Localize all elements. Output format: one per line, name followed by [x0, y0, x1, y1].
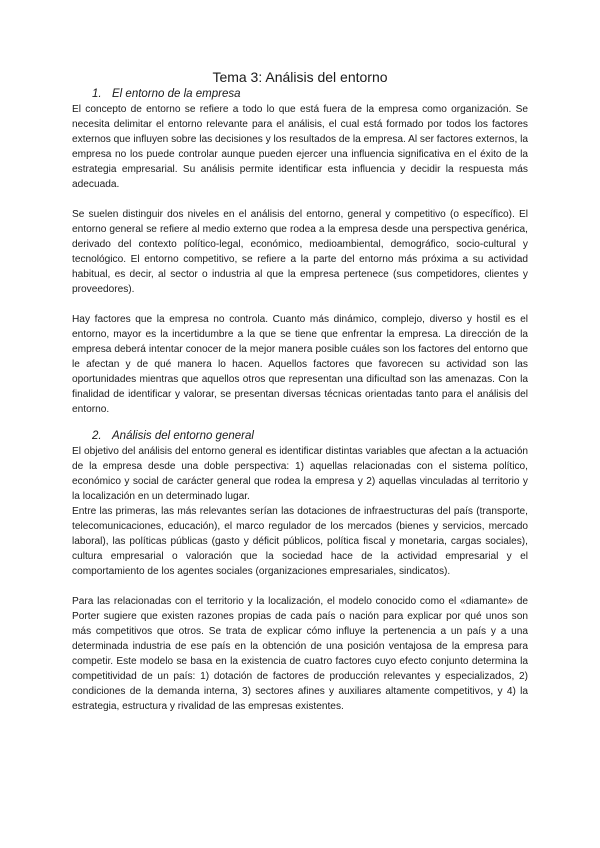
section-2-paragraph-2: Entre las primeras, las más relevantes serían las dotaciones de infraestructuras del país (transporte, telecomunicaciones, educación), el marco regulador de los mercados (bienes y servicios, mercado laboral), las políticas públicas (gasto y déficit públicos, política fiscal y monetaria, cargas sociales), cultura empresarial o valoración que la sociedad hace de la actividad empresarial y el comportamiento de los agentes sociales (organizaciones empresariales, sindicatos).	[72, 506, 528, 577]
section-2-paragraph-3: Para las relacionadas con el territorio y la localización, el modelo conocido como el «diamante» de Porter sugiere que existen razones propias de cada país o nación para explicar por qué unos son más competitivos que otros. Se trata de explicar cómo influye la pertenencia a un país y a una determinada industria de ese país en la obtención de una posición ventajosa de la empresa para competir. Este modelo se basa en la existencia de cuatro factores cuyo efecto conjunto determina la competitividad de un país: 1) dotación de factores de producción relevantes y especializados, 2) condiciones de la demanda interna, 3) sectores afines y auxiliares altamente competitivos, y 4) la estrategia, estructura y rivalidad de las empresas existentes.	[72, 596, 528, 712]
section-2-heading-text: Análisis del entorno general	[112, 430, 254, 442]
document-page	[72, 68, 528, 714]
document-title: Tema 3: Análisis del entorno	[212, 69, 388, 85]
section-1-paragraph-3: Hay factores que la empresa no controla. Cuanto más dinámico, complejo, diverso y hostil es el entorno, mayor es la incertidumbre a la que se tiene que enfrentar la empresa. La dirección de la empresa deberá intentar conocer de la mejor manera posible cuáles son los factores del entorno que le afectan y de qué manera lo hacen. Aquellos factores que favorecen su actividad son las oportunidades mientras que aquellos otros que representan una dificultad son las amenazas. Con la finalidad de identificar y valorar, se presentan diversas técnicas orientadas tanto para el análisis del entorno.	[72, 314, 528, 415]
section-2-paragraph-1: El objetivo del análisis del entorno general es identificar distintas variables que afectan a la actuación de la empresa desde una doble perspectiva: 1) aquellas relacionadas con el sistema político, económico y social de carácter general que rodea la empresa y 2) aquellas vinculadas al territorio y la localización en un determinado lugar.	[72, 446, 528, 502]
section-2-heading	[72, 429, 528, 443]
section-1-heading	[72, 87, 528, 101]
section-2-number: 2.	[92, 430, 102, 442]
section-1-paragraph-2: Se suelen distinguir dos niveles en el análisis del entorno, general y competitivo (o específico). El entorno general se refiere al medio externo que rodea a la empresa desde una perspectiva genérica, derivado del contexto político-legal, económico, medioambiental, demográfico, socio-cultural y tecnológico. El entorno competitivo, se refiere a la parte del entorno más próxima a su actividad habitual, es decir, al sector o industria al que la empresa pertenece (sus competidores, clientes y proveedores).	[72, 209, 528, 295]
section-1-paragraph-1: El concepto de entorno se refiere a todo lo que está fuera de la empresa como organización. Se necesita delimitar el entorno relevante para el análisis, el cual está formado por todos los factores externos que influyen sobre las decisiones y los resultados de la empresa. Al ser factores externos, la empresa no los puede controlar aunque pueden ejercer una influencia significativa en el éxito de la estrategia empresarial. Su análisis permite identificar esta influencia y decidir la respuesta más adecuada.	[72, 104, 528, 190]
section-1-number: 1.	[92, 88, 102, 100]
section-1-heading-text: El entorno de la empresa	[112, 88, 241, 100]
